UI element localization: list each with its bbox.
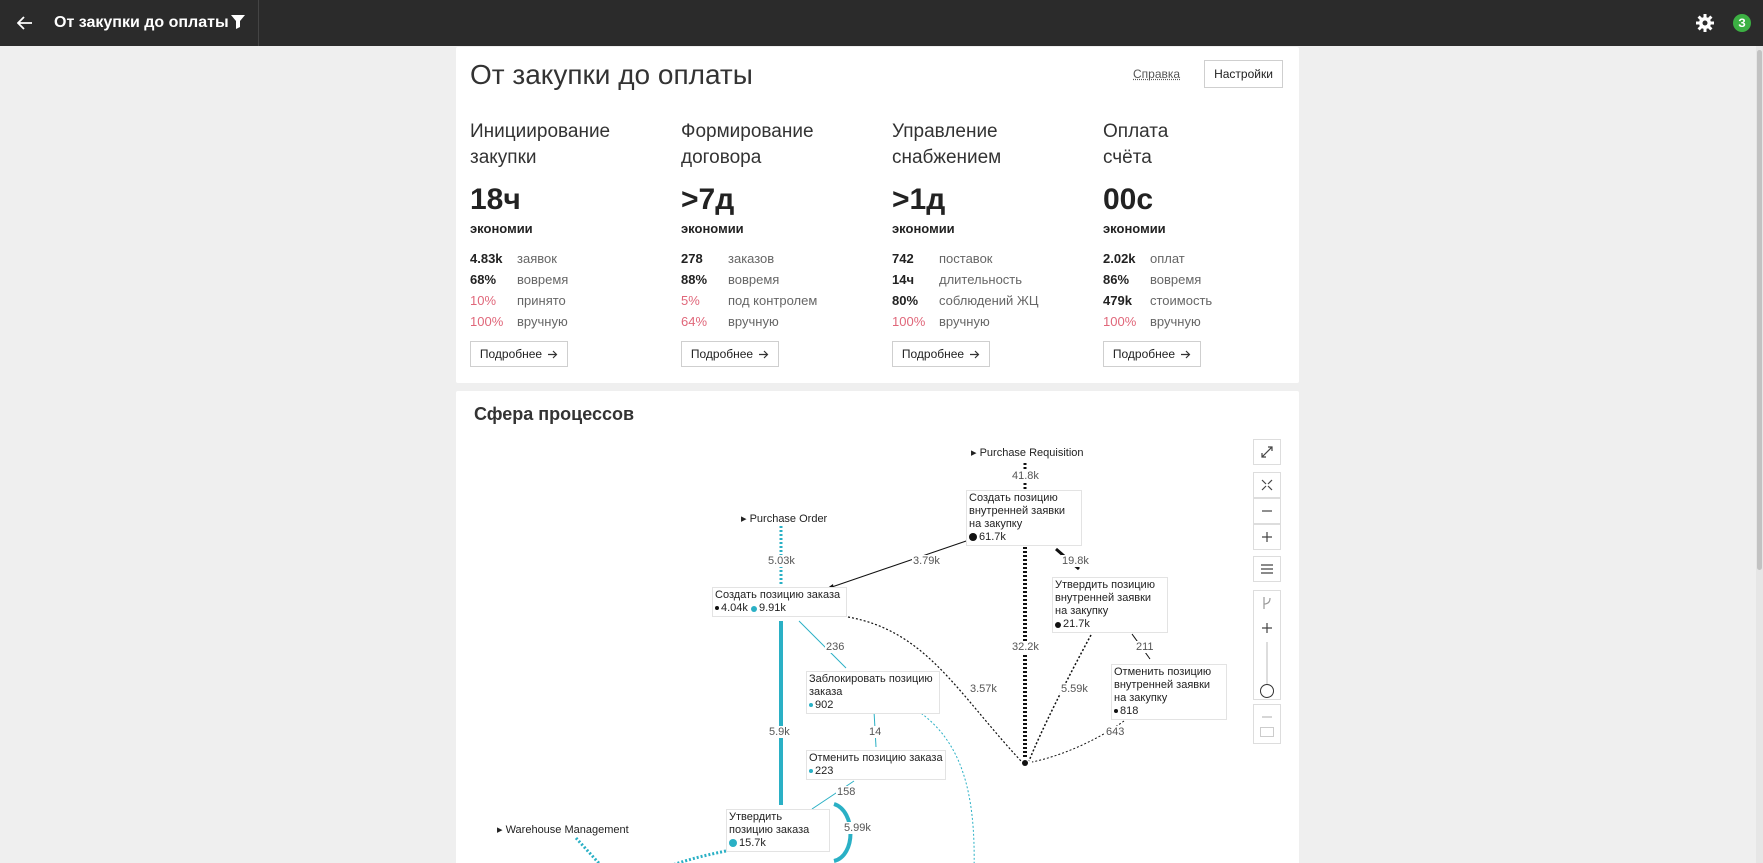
toolbar-divider xyxy=(258,0,259,46)
process-graph[interactable] xyxy=(456,391,1299,863)
kpi-title: Инициирование закупки xyxy=(470,121,611,168)
edge-label: 19.8k xyxy=(1062,555,1089,567)
edge-label: 5.59k xyxy=(1061,683,1088,695)
top-bar xyxy=(0,0,1763,46)
edge-label: 3.57k xyxy=(970,683,997,695)
process-map-card xyxy=(456,391,1299,863)
kpi-subtitle: экономии xyxy=(892,221,955,236)
kpi-row: 742 поставок xyxy=(892,251,993,266)
node-approve-order-item[interactable]: Утвердить позицию заказа 15.7k xyxy=(726,809,830,852)
kpi-supply xyxy=(892,119,1092,367)
plus-icon xyxy=(1261,622,1273,634)
start-purchase-order[interactable]: ▸ Purchase Order xyxy=(741,513,828,525)
node-create-order-item[interactable]: Создать позицию заказа 4.04k 9.91k xyxy=(712,587,847,617)
map-controls xyxy=(1253,439,1281,772)
summary-card xyxy=(456,47,1299,383)
kpi-title: Формирование договора xyxy=(681,121,814,168)
app-title: От закупки до оплаты xyxy=(54,14,229,31)
edge-label: 5.03k xyxy=(768,555,795,567)
list-button[interactable] xyxy=(1253,556,1281,582)
minus-icon xyxy=(1261,505,1273,517)
branch-icon xyxy=(1261,596,1273,610)
arrow-left-icon xyxy=(17,16,33,30)
kpi-row: 4.83k заявок xyxy=(470,251,557,266)
node-cancel-order-item[interactable]: Отменить позицию заказа 223 xyxy=(806,750,946,780)
zoom-in-button[interactable] xyxy=(1253,524,1281,550)
details-button[interactable]: Подробнее xyxy=(892,341,990,367)
kpi-value: 18ч xyxy=(470,183,521,216)
kpi-value: >1д xyxy=(892,183,946,216)
process-map-title: Сфера процессов xyxy=(474,404,635,424)
edge-label: 14 xyxy=(869,726,882,738)
detail-slider[interactable] xyxy=(1253,590,1281,700)
kpi-row: 88% вовремя xyxy=(681,272,780,287)
kpi-value: 00с xyxy=(1103,183,1154,216)
node-approve-req-item[interactable]: Утвердить позицию внутренней заявки на закупку 21.7k xyxy=(1052,577,1168,633)
expand-button[interactable] xyxy=(1253,439,1281,465)
settings-button[interactable] xyxy=(1695,13,1715,33)
kpi-row: 100% вручную xyxy=(470,314,568,329)
kpi-row: 100% вручную xyxy=(892,314,990,329)
slider-track[interactable] xyxy=(1266,642,1268,692)
kpi-value: >7д xyxy=(681,183,735,216)
minus-icon xyxy=(1261,711,1273,723)
node-create-req-item[interactable]: Создать позицию внутренней заявки на закупку 61.7k xyxy=(966,490,1082,546)
kpi-row: 80% соблюдений ЖЦ xyxy=(892,293,1039,308)
kpi-payment xyxy=(1103,119,1303,367)
edge-label: 211 xyxy=(1136,641,1154,653)
start-purchase-requisition[interactable]: ▸ Purchase Requisition xyxy=(971,447,1084,459)
gear-icon xyxy=(1695,13,1715,33)
edge-label: 158 xyxy=(837,786,856,798)
kpi-row: 64% вручную xyxy=(681,314,779,329)
kpi-title: Оплата счёта xyxy=(1103,121,1169,168)
fit-button[interactable] xyxy=(1253,472,1281,498)
details-button[interactable]: Подробнее xyxy=(681,341,779,367)
end-node xyxy=(1022,760,1028,766)
node-block-order-item[interactable]: Заблокировать позицию заказа 902 xyxy=(806,671,940,714)
kpi-row: 86% вовремя xyxy=(1103,272,1202,287)
arrow-right-icon xyxy=(548,350,558,359)
details-button[interactable]: Подробнее xyxy=(1103,341,1201,367)
edge-label: 41.8k xyxy=(1012,470,1039,482)
edge-label: 5.99k xyxy=(844,822,871,834)
kpi-row: 2.02k оплат xyxy=(1103,251,1185,266)
menu-icon xyxy=(1260,563,1274,575)
kpi-row: 479k стоимость xyxy=(1103,293,1213,308)
arrow-right-icon xyxy=(759,350,769,359)
edge-req-to-order xyxy=(826,539,972,589)
zoom-lower[interactable] xyxy=(1253,704,1281,744)
edge-label: 5.9k xyxy=(769,726,790,738)
settings-button[interactable]: Настройки xyxy=(1204,60,1283,88)
edge-warehouse-down xyxy=(576,838,606,863)
kpi-row: 10% принято xyxy=(470,293,566,308)
edge-label: 643 xyxy=(1106,726,1125,738)
zoom-out-button[interactable] xyxy=(1253,498,1281,524)
funnel-icon xyxy=(230,13,246,31)
kpi-row: 278 заказов xyxy=(681,251,775,266)
collapse-icon xyxy=(1261,479,1273,491)
edge-label: 3.79k xyxy=(913,555,940,567)
kpi-subtitle: экономии xyxy=(1103,221,1166,236)
kpi-contract xyxy=(681,119,881,367)
page-scrollbar-thumb[interactable] xyxy=(1757,50,1762,570)
slider-handle[interactable] xyxy=(1260,684,1274,698)
edge-block-down xyxy=(918,711,974,863)
plus-icon xyxy=(1261,531,1273,543)
details-button[interactable]: Подробнее xyxy=(470,341,568,367)
start-warehouse-management[interactable]: ▸ Warehouse Management xyxy=(497,824,629,836)
help-link[interactable]: Справка xyxy=(1133,67,1181,81)
filter-button[interactable] xyxy=(230,13,248,33)
kpi-row: 68% вовремя xyxy=(470,272,569,287)
arrow-right-icon xyxy=(1181,350,1191,359)
kpi-row: 5% под контролем xyxy=(681,293,818,308)
kpi-subtitle: экономии xyxy=(681,221,744,236)
back-button[interactable] xyxy=(14,12,36,34)
kpi-subtitle: экономии xyxy=(470,221,533,236)
edge-approve-req-to-end xyxy=(1029,635,1091,761)
user-avatar[interactable]: З xyxy=(1733,14,1751,32)
edge-warehouse-to-approve xyxy=(636,851,726,863)
square-icon xyxy=(1260,727,1274,737)
page-title: От закупки до оплаты xyxy=(470,59,753,90)
node-cancel-req-item[interactable]: Отменить позицию внутренней заявки на закупку 818 xyxy=(1111,664,1227,720)
kpi-title: Управление снабжением xyxy=(892,121,1002,168)
edge-label: 236 xyxy=(826,641,845,653)
kpi-row: 14ч длительность xyxy=(892,272,1023,287)
expand-icon xyxy=(1261,446,1273,458)
arrow-right-icon xyxy=(970,350,980,359)
edge-label: 32.2k xyxy=(1012,641,1039,653)
kpi-initiation xyxy=(470,119,670,367)
kpi-row: 100% вручную xyxy=(1103,314,1201,329)
